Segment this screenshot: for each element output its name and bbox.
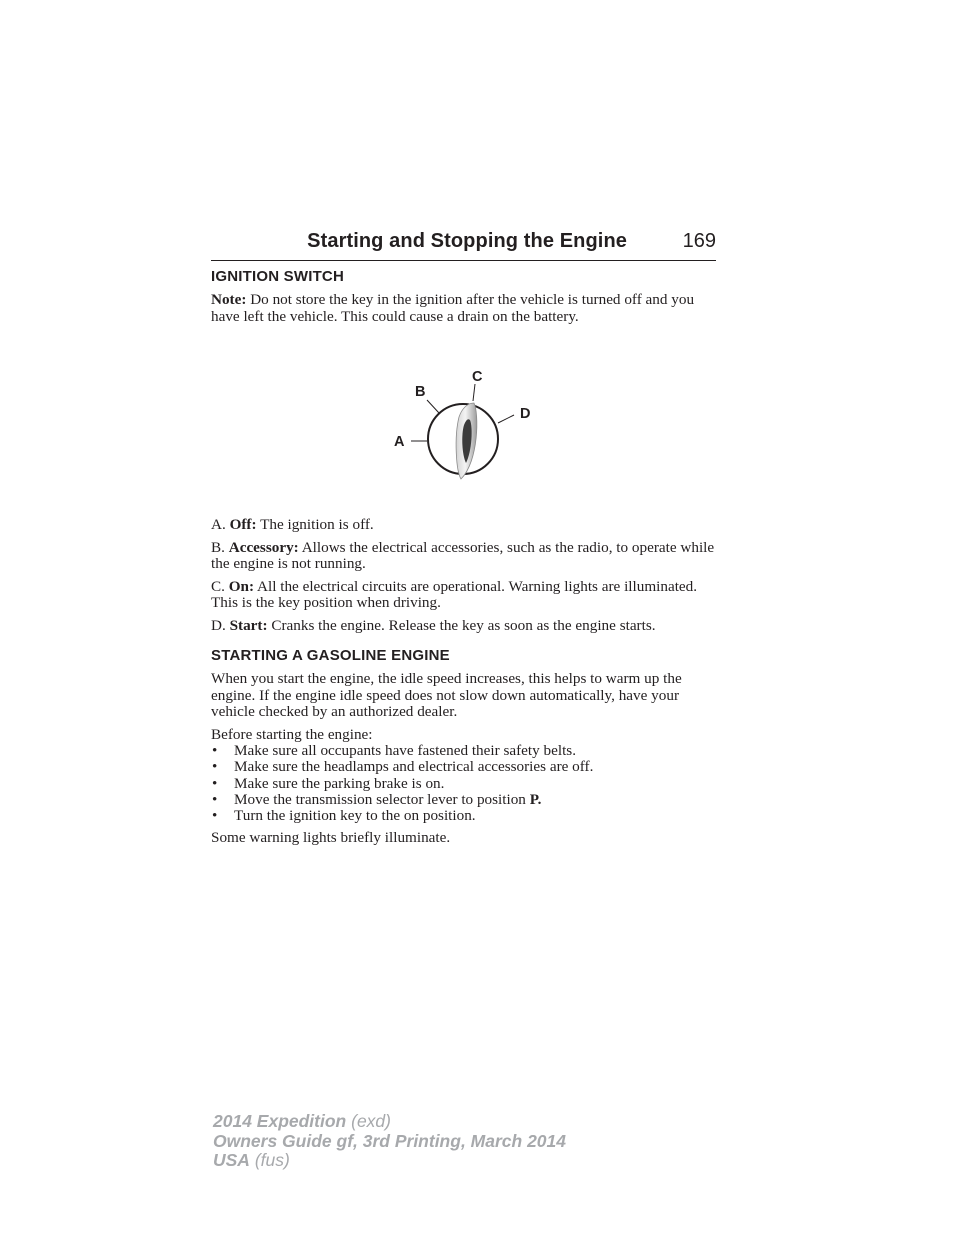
position-b: [211, 540, 716, 573]
position-b-term: Accessory:: [228, 538, 299, 556]
footer-guide: Owners Guide gf, 3rd Printing, March 2014: [213, 1130, 566, 1151]
pointer-line-d: [498, 415, 514, 423]
note-paragraph: [211, 292, 716, 325]
position-d-term: Start:: [229, 616, 268, 634]
ignition-switch-heading: IGNITION SWITCH: [211, 268, 344, 285]
footer-line-model: [213, 1112, 566, 1132]
position-a-letter: A.: [211, 516, 230, 533]
page-footer: [213, 1112, 566, 1171]
bullet-icon: •: [212, 742, 218, 759]
ignition-switch-figure: [211, 345, 716, 515]
position-c-letter: C.: [211, 577, 229, 595]
list-item-text: Turn the ignition key to the on position.: [234, 807, 476, 825]
list-item: [211, 808, 716, 824]
position-a: [211, 517, 716, 534]
position-c-text: All the electrical circuits are operational. Warning lights are illuminated. This is the key position when driving.: [211, 577, 698, 611]
footer-market: USA: [213, 1150, 250, 1170]
page-header: [211, 228, 716, 261]
ignition-diagram: [211, 345, 716, 515]
label-a: A: [394, 434, 405, 450]
position-d: [211, 618, 716, 635]
list-item-text: Make sure the headlamps and electrical accessories are off.: [234, 758, 594, 776]
bullet-icon: •: [212, 790, 218, 808]
footer-model-code: (exd): [346, 1111, 391, 1131]
footer-market-code: (fus): [249, 1150, 290, 1170]
position-p-label: P.: [529, 790, 542, 808]
before-starting-paragraph: Before starting the engine:: [211, 725, 373, 743]
note-text: Do not store the key in the ignition after the vehicle is turned off and you have left the vehicle. This could cause a drain on the battery.: [211, 291, 695, 325]
checklist: [211, 743, 716, 824]
position-c-term: On:: [228, 577, 255, 595]
footer-model: 2014 Expedition: [213, 1111, 347, 1131]
list-item: [211, 759, 716, 775]
label-d: D: [520, 406, 531, 422]
list-item: [211, 776, 716, 792]
position-c: [211, 579, 716, 612]
list-item: [211, 792, 716, 808]
pointer-line-c: [473, 384, 475, 401]
chapter-title: Starting and Stopping the Engine: [307, 230, 627, 252]
warning-lights-paragraph: Some warning lights briefly illuminate.: [211, 829, 451, 847]
list-item: [211, 743, 716, 759]
label-c: C: [472, 369, 483, 385]
list-item-text: Make sure all occupants have fastened their safety belts.: [234, 742, 577, 759]
label-b: B: [415, 384, 426, 400]
position-b-text: Allows the electrical accessories, such as the radio, to operate while the engine is not running.: [211, 538, 715, 572]
pointer-line-b: [427, 400, 439, 413]
bullet-icon: •: [212, 774, 218, 792]
footer-line-guide: [213, 1132, 566, 1152]
position-b-letter: B.: [211, 538, 229, 556]
page-content: [211, 266, 716, 847]
list-item-text: Move the transmission selector lever to position: [234, 790, 530, 808]
position-d-letter: D.: [211, 616, 230, 634]
list-item-text: Make sure the parking brake is on.: [234, 774, 445, 792]
position-a-text: The ignition is off.: [256, 516, 374, 533]
position-a-term: Off:: [229, 516, 257, 533]
page-number: 169: [682, 230, 716, 252]
idle-speed-paragraph: When you start the engine, the idle speed increases, this helps to warm up the engine. If the engine idle speed does not slow down automatically, have your vehicle checked by an authorized dealer.: [211, 670, 682, 720]
bullet-icon: •: [212, 758, 218, 776]
position-d-text: Cranks the engine. Release the key as soon as the engine starts.: [267, 616, 656, 634]
note-label: Note:: [211, 291, 247, 308]
footer-line-market: [213, 1151, 566, 1171]
bullet-icon: •: [212, 807, 218, 825]
starting-gasoline-heading: STARTING A GASOLINE ENGINE: [211, 647, 450, 664]
